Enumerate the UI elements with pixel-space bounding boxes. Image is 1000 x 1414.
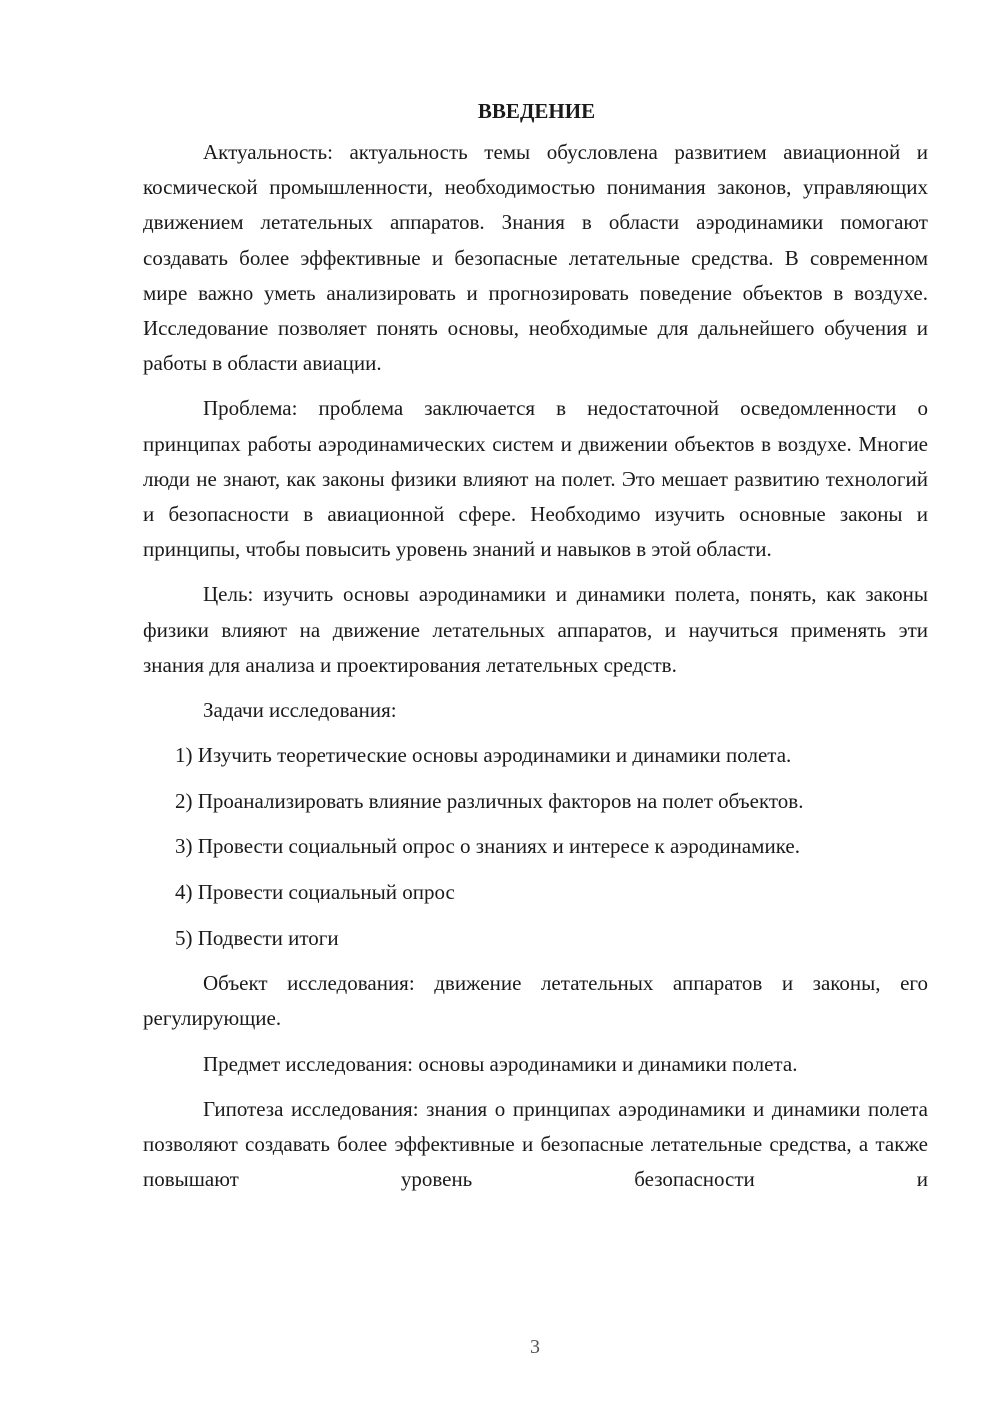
task-item-5: 5) Подвести итоги (175, 925, 339, 950)
paragraph-object: Объект исследования: движение летательных аппаратов и законы, его регулирующие. (143, 971, 928, 1031)
paragraph-subject: Предмет исследования: основы аэродинамики и динамики полета. (203, 1051, 798, 1076)
paragraph-goal: Цель: изучить основы аэродинамики и динамики полета, понять, как законы физики влияют на движение летательных аппаратов, и научиться применять эти знания для анализа и проектирования летательных средств. (143, 582, 928, 677)
tasks-heading: Задачи исследования: (203, 698, 397, 723)
task-item-1: 1) Изучить теоретические основы аэродинамики и динамики полета. (175, 743, 792, 768)
paragraph-relevance: Актуальность: актуальность темы обусловлена развитием авиационной и космической промышленности, необходимостью понимания законов, управляющих движением летательных аппаратов. Знания в области аэродинамики помогают создавать более эффективные и безопасные летательные средства. В современном мире важно уметь анализировать и прогнозировать поведение объектов в воздухе. Исследование позволяет понять основы, необходимые для дальнейшего обучения и работы в области авиации. (143, 140, 928, 376)
page-number: 3 (530, 1336, 540, 1358)
paragraph-problem: Проблема: проблема заключается в недостаточной осведомленности о принципах работы аэродинамических систем и движении объектов в воздухе. Многие люди не знают, как законы физики влияют на полет. Это мешает развитию технологий и безопасности в авиационной сфере. Необходимо изучить основные законы и принципы, чтобы повысить уровень знаний и навыков в этой области. (143, 396, 928, 562)
task-item-2: 2) Проанализировать влияние различных факторов на полет объектов. (175, 788, 804, 813)
task-item-4: 4) Провести социальный опрос (175, 880, 455, 905)
paragraph-hypothesis: Гипотеза исследования: знания о принципах аэродинамики и динамики полета позволяют создавать более эффективные и безопасные летательные средства, а также повышают уровень безопасности и (143, 1096, 928, 1192)
page-content (143, 95, 928, 1207)
task-item-3: 3) Провести социальный опрос о знаниях и интересе к аэродинамике. (175, 834, 800, 859)
page-title: ВВЕДЕНИЕ (477, 99, 596, 123)
